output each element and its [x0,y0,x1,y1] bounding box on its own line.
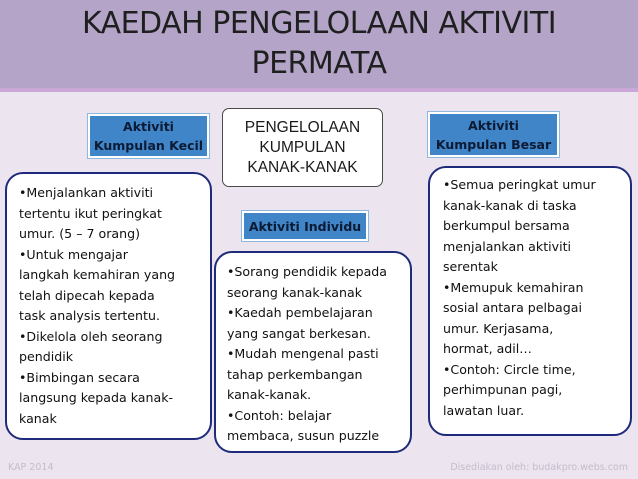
bubble-line: •Untuk mengajar [19,246,128,262]
label-individu-text: Aktiviti Individu [248,218,362,234]
bubble-line: •Contoh: Circle time, [443,361,576,377]
bubble-line: kanak [19,410,57,426]
bubble-line: •Semua peringkat umur [443,177,596,192]
bubble-line: langsung kepada kanak- [19,390,174,405]
bubble-line: hormat, adil… [443,341,532,356]
footer-right: Disediakan oleh: budakpro.webs.com [450,462,628,473]
bubble-line: •Contoh: belajar [227,407,332,423]
center-concept-box [222,108,383,187]
bubble-line: berkumpul bersama [443,218,570,233]
label-kumpulan-besar [428,112,559,157]
bubble-line: •Sorang pendidik kepada [227,264,388,279]
bubble-line: kanak-kanak di taska [443,197,577,213]
bubble-line: task analysis tertentu. [19,308,160,323]
title-line-2: PERMATA [251,46,387,81]
bubble-line: langkah kemahiran yang [19,267,176,282]
bubble-line: sosial antara pelbagai [443,300,582,315]
bubble-line: umur. Kerjasama, [443,320,554,336]
bubble-kumpulan-kecil [5,172,212,440]
bubble-line: tertentu ikut peringkat [19,205,162,221]
bubble-line: •Menjalankan aktiviti [19,185,154,200]
center-line-2: KUMPULAN [259,138,346,156]
label-kecil-line-2: Kumpulan Kecil [93,138,204,153]
slide-title [0,4,638,84]
bubble-line: tahap perkembangan [227,366,363,382]
bubble-line: lawatan luar. [443,402,525,418]
bubble-line: membaca, susun puzzle [227,428,380,443]
label-besar-line-1: Aktiviti [468,117,519,133]
footer-left: KAP 2014 [8,462,54,473]
center-line-1: PENGELOLAAN [244,118,361,136]
title-line-1: KAEDAH PENGELOLAAN AKTIVITI [81,6,557,41]
bubble-line: •Memupuk kemahiran [443,279,584,295]
bubble-line: telah dipecah kepada [19,287,155,303]
bubble-line: •Kaedah pembelajaran [227,305,373,320]
bubble-line: perhimpunan pagi, [443,382,563,397]
label-besar-line-2: Kumpulan Besar [435,136,552,152]
bubble-line: menjalankan aktiviti [443,238,572,254]
center-line-3: KANAK-KANAK [247,158,358,176]
bubble-line: pendidik [19,349,74,364]
label-aktiviti-individu [242,211,368,241]
bubble-line: yang sangat berkesan. [227,325,371,341]
bubble-line: kanak-kanak. [227,387,312,402]
bubble-line: •Dikelola oleh seorang [19,328,163,344]
bubble-aktiviti-individu [214,251,412,453]
bubble-line: •Mudah mengenal pasti [227,346,379,361]
label-kumpulan-kecil [88,114,209,158]
bubble-line: seorang kanak-kanak [227,284,362,300]
bubble-kumpulan-besar [428,166,632,436]
label-kecil-line-1: Aktiviti [123,119,174,134]
bubble-line: •Bimbingan secara [19,369,140,385]
bubble-line: serentak [443,259,498,274]
bubble-line: umur. (5 – 7 orang) [19,226,140,241]
